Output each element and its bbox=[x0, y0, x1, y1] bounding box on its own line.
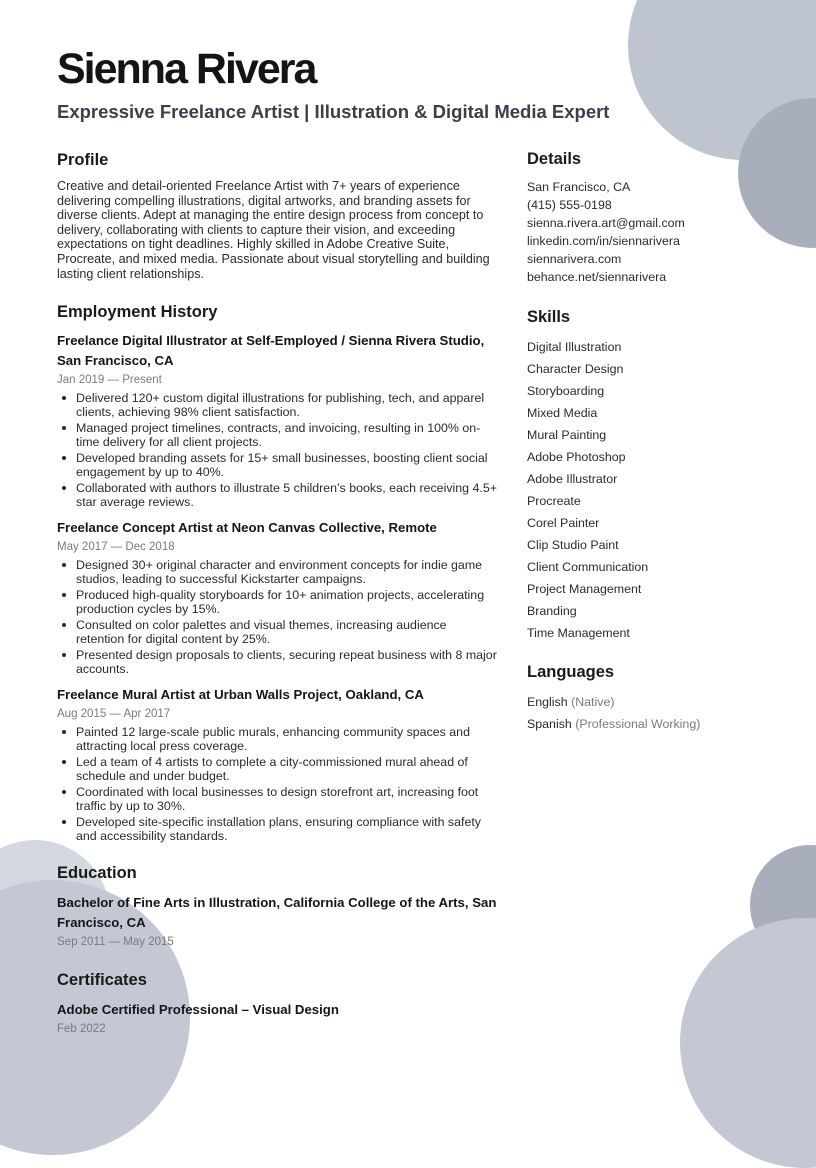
skill-item: Mixed Media bbox=[527, 406, 598, 420]
skill-item: Adobe Illustrator bbox=[527, 472, 618, 486]
skills-section bbox=[527, 307, 797, 644]
candidate-name: Sienna Rivera bbox=[57, 45, 316, 93]
languages-list bbox=[527, 691, 797, 735]
language-name: Spanish bbox=[527, 717, 572, 731]
job-bullets bbox=[57, 391, 497, 509]
skill-item: Client Communication bbox=[527, 560, 649, 574]
details-list bbox=[527, 178, 797, 286]
job-bullet: Painted 12 large-scale public murals, enhancing community spaces and attracting local press coverage. bbox=[57, 725, 497, 753]
profile-section bbox=[57, 150, 497, 281]
skill-item: Procreate bbox=[527, 494, 581, 508]
language-name: English bbox=[527, 695, 568, 709]
job-bullet: Produced high-quality storyboards for 10+ animation projects, accelerating production cycles by 15%. bbox=[57, 588, 497, 616]
job-bullet: Coordinated with local businesses to design storefront art, increasing foot traffic by up to 30%. bbox=[57, 785, 497, 813]
skill-item: Clip Studio Paint bbox=[527, 538, 619, 552]
job-dates: Aug 2015 — Apr 2017 bbox=[57, 708, 171, 721]
profile-heading: Profile bbox=[57, 151, 109, 169]
detail-location: San Francisco, CA bbox=[527, 180, 631, 194]
detail-email[interactable]: sienna.rivera.art@gmail.com bbox=[527, 216, 685, 230]
job-title: Freelance Mural Artist at Urban Walls Project, Oakland, CA bbox=[57, 687, 424, 703]
job-bullet: Developed branding assets for 15+ small businesses, boosting client social engagement by up to 40%. bbox=[57, 451, 497, 479]
decorative-circle-bottom-right-large bbox=[680, 918, 816, 1168]
certificates-section bbox=[57, 970, 497, 1036]
job-bullets bbox=[57, 725, 497, 843]
employment-section bbox=[57, 302, 497, 843]
certificate-dates: Feb 2022 bbox=[57, 1023, 106, 1036]
job-bullets bbox=[57, 558, 497, 676]
detail-phone[interactable]: (415) 555-0198 bbox=[527, 198, 612, 212]
job-bullet: Designed 30+ original character and environment concepts for indie game studios, leading to successful Kickstarter campaigns. bbox=[57, 558, 497, 586]
detail-behance-link[interactable]: behance.net/siennarivera bbox=[527, 270, 667, 284]
skill-item: Branding bbox=[527, 604, 577, 618]
job-entry bbox=[57, 518, 497, 676]
degree-title: Bachelor of Fine Arts in Illustration, California College of the Arts, San Francisco, CA bbox=[57, 895, 497, 931]
details-heading: Details bbox=[527, 150, 582, 168]
skill-item: Digital Illustration bbox=[527, 340, 622, 354]
side-column bbox=[527, 149, 797, 735]
detail-linkedin-link[interactable]: linkedin.com/in/siennarivera bbox=[527, 234, 680, 248]
skills-heading: Skills bbox=[527, 308, 571, 326]
detail-website-link[interactable]: siennarivera.com bbox=[527, 252, 622, 266]
job-bullet: Collaborated with authors to illustrate 5 children’s books, each receiving 4.5+ star average reviews. bbox=[57, 481, 497, 509]
language-item bbox=[527, 713, 797, 735]
skill-item: Adobe Photoshop bbox=[527, 450, 626, 464]
skill-item: Corel Painter bbox=[527, 516, 600, 530]
language-level: (Native) bbox=[571, 695, 615, 709]
job-title: Freelance Concept Artist at Neon Canvas Collective, Remote bbox=[57, 520, 437, 536]
certificate-title: Adobe Certified Professional – Visual Design bbox=[57, 1002, 339, 1018]
certificates-heading: Certificates bbox=[57, 971, 147, 990]
candidate-headline: Expressive Freelance Artist | Illustration & Digital Media Expert bbox=[57, 101, 610, 122]
skill-item: Storyboarding bbox=[527, 384, 605, 398]
job-entry bbox=[57, 331, 497, 509]
skill-item: Time Management bbox=[527, 626, 630, 640]
languages-section bbox=[527, 662, 797, 735]
education-heading: Education bbox=[57, 864, 137, 883]
details-section bbox=[527, 149, 797, 286]
job-dates: May 2017 — Dec 2018 bbox=[57, 541, 175, 554]
job-entry bbox=[57, 685, 497, 843]
job-bullet: Led a team of 4 artists to complete a city-commissioned mural ahead of schedule and under budget. bbox=[57, 755, 497, 783]
employment-heading: Employment History bbox=[57, 303, 218, 322]
education-section bbox=[57, 863, 497, 949]
language-level: (Professional Working) bbox=[575, 717, 701, 731]
language-item bbox=[527, 691, 797, 713]
skill-item: Mural Painting bbox=[527, 428, 607, 442]
job-bullet: Delivered 120+ custom digital illustrations for publishing, tech, and apparel clients, achieving 98% client satisfaction. bbox=[57, 391, 497, 419]
languages-heading: Languages bbox=[527, 663, 615, 681]
job-dates: Jan 2019 — Present bbox=[57, 374, 162, 387]
skills-list bbox=[527, 336, 797, 644]
job-bullet: Consulted on color palettes and visual themes, increasing audience retention for digital content by 25%. bbox=[57, 618, 497, 646]
profile-summary: Creative and detail-oriented Freelance Artist with 7+ years of experience delivering compelling illustrations, digital artworks, and branding assets for diverse clients. Adept at managing the entire design process from concept to delivery, collaborating with clients to capture their vision, and exceeding expectations on tight deadlines. Highly skilled in Adobe Creative Suite, Procreate, and mixed media. Passionate about visual storytelling and building lasting client relationships. bbox=[57, 179, 490, 281]
job-title: Freelance Digital Illustrator at Self-Employed / Sienna Rivera Studio, San Francisco, CA bbox=[57, 333, 485, 369]
skill-item: Character Design bbox=[527, 362, 624, 376]
job-bullet: Presented design proposals to clients, securing repeat business with 8 major accounts. bbox=[57, 648, 497, 676]
skill-item: Project Management bbox=[527, 582, 642, 596]
main-column bbox=[57, 150, 497, 1036]
job-bullet: Developed site-specific installation plans, ensuring compliance with safety and accessibility standards. bbox=[57, 815, 497, 843]
education-dates: Sep 2011 — May 2015 bbox=[57, 936, 174, 949]
job-bullet: Managed project timelines, contracts, and invoicing, resulting in 100% on-time delivery for all client projects. bbox=[57, 421, 497, 449]
